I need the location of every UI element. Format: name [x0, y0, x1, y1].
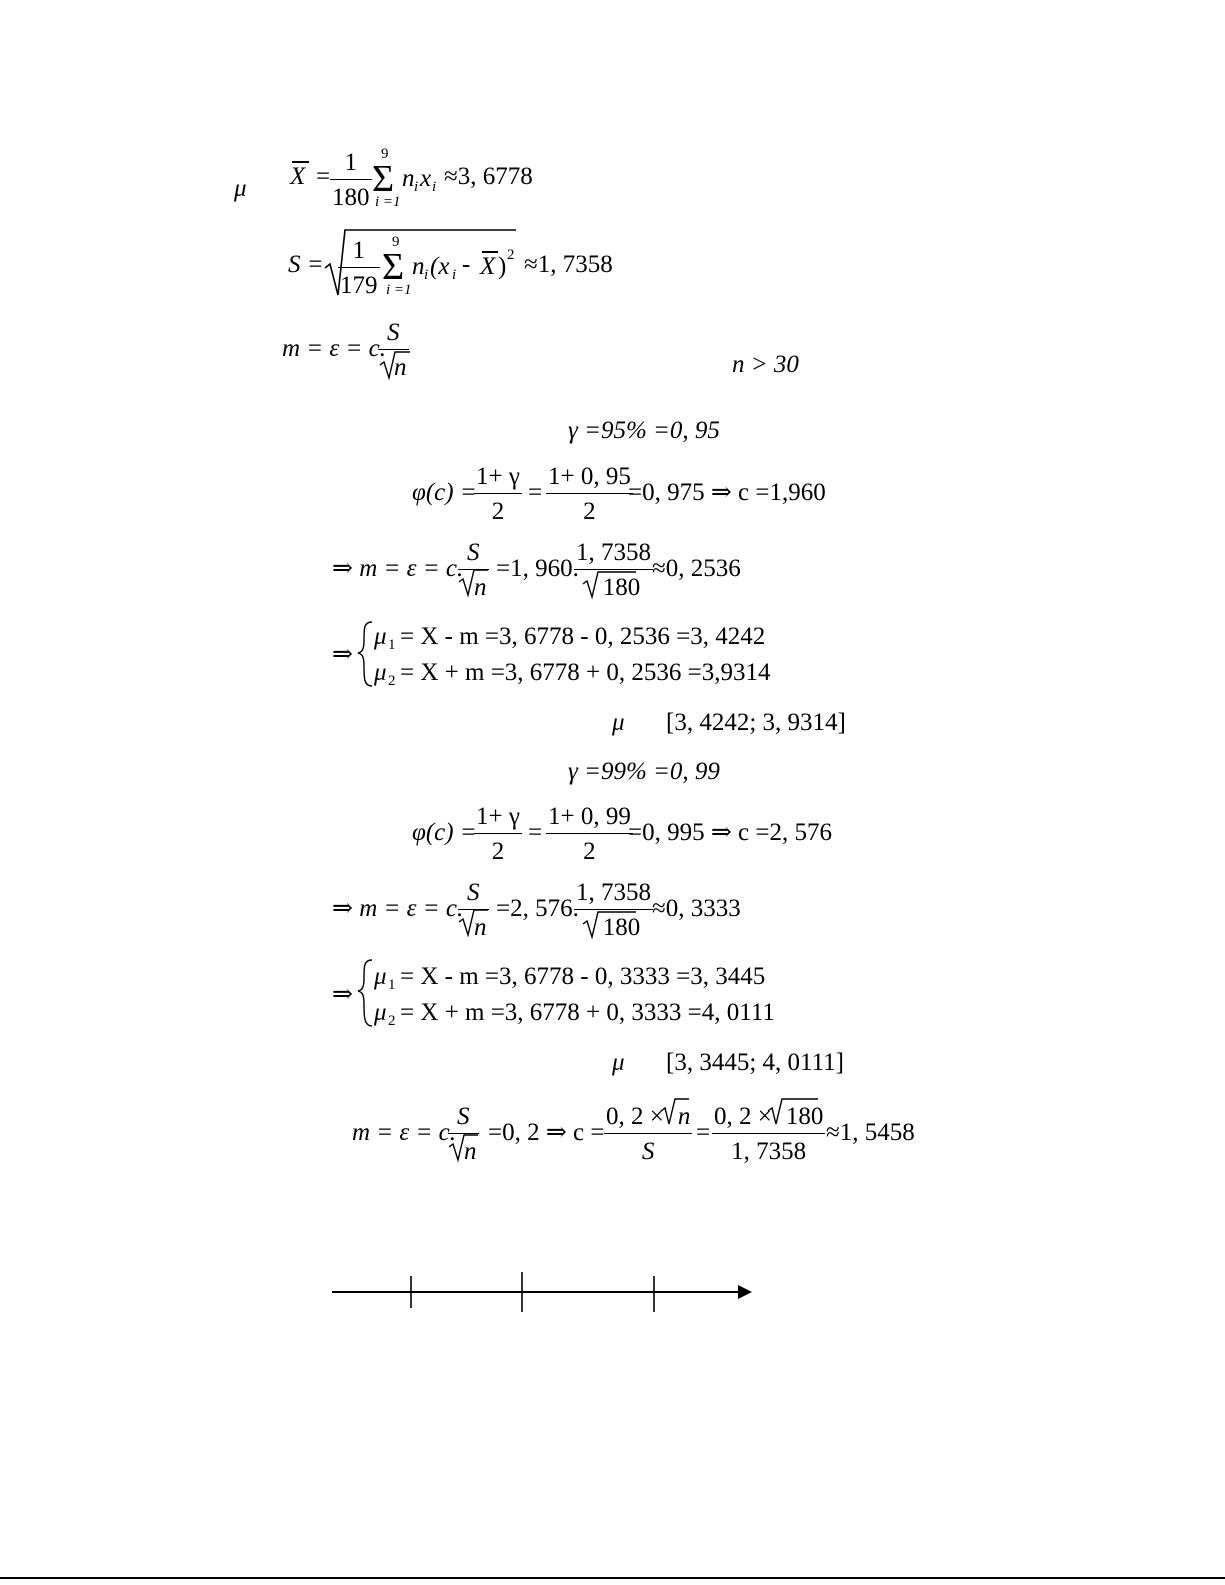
implies-99: ⇒ [332, 981, 353, 1008]
mean-result: ≈3, 6778 [444, 163, 533, 190]
phi-99-result: =0, 995 ⇒ c =2, 576 [628, 819, 832, 846]
part-c-fraction-n-numerator-root: n [677, 1103, 691, 1130]
mu2-99: μ [374, 999, 387, 1026]
part-c-mid: =0, 2 ⇒ c = [488, 1119, 605, 1146]
sum-upper-limit: 9 [381, 146, 389, 162]
margin-lhs: m = ε = c. [282, 335, 386, 362]
part-c-result: ≈1, 5458 [826, 1119, 915, 1146]
phi-99-fraction-value-denominator: 2 [546, 833, 633, 864]
margin-99-fraction-sd-denominator: 180 [574, 909, 653, 940]
page-bottom-border [0, 1577, 1225, 1579]
mean-term-x: x [420, 165, 432, 192]
sd-term-n: n [412, 253, 425, 280]
sum-symbol: Σ [372, 158, 395, 200]
sd-minus: - [462, 251, 471, 278]
phi-99-fraction-gamma-numerator: 1+ γ [476, 803, 520, 830]
phi-99-fraction-gamma-denominator: 2 [474, 833, 522, 864]
margin-99-fraction-sd-numerator: 1, 7358 [576, 879, 651, 906]
phi-95-fraction-value-numerator: 1+ 0, 95 [548, 463, 631, 490]
part-c-fraction-180-denominator: 1, 7358 [712, 1133, 825, 1164]
margin-fraction-denominator: n [378, 349, 409, 380]
phi-95-fraction-gamma-numerator: 1+ γ [476, 463, 520, 490]
part-c-fraction-180-numerator-coef: 0, 2 × [714, 1103, 772, 1130]
interval-99-mu: μ [612, 1049, 625, 1076]
sd-fraction-denominator: 179 [338, 267, 380, 298]
implies-95: ⇒ [332, 641, 353, 668]
lower-bound-99: = X - m =3, 6778 - 0, 3333 =3, 3445 [400, 963, 766, 990]
sample-condition: n > 30 [732, 351, 799, 378]
sd-term-x-index: i [452, 267, 457, 283]
lower-bound-95: = X - m =3, 6778 - 0, 2536 =3, 4242 [400, 623, 766, 650]
upper-bound-95: = X + m =3, 6778 + 0, 2536 =3,9314 [400, 659, 771, 686]
phi-95-equals: = [528, 479, 543, 506]
phi-95-fraction-value-denominator: 2 [546, 493, 633, 524]
mean-fraction-numerator: 1 [344, 149, 357, 176]
sd-sum-symbol: Σ [382, 246, 405, 288]
interval-99: [3, 3445; 4, 0111] [666, 1049, 844, 1076]
phi-99-lhs: φ(c) = [412, 819, 477, 846]
sd-sum-upper-limit: 9 [392, 234, 400, 250]
mu1-95-index: 1 [388, 637, 396, 653]
number-line-arrowhead [738, 1285, 752, 1299]
equals-sign: = [316, 163, 331, 190]
mu-label: μ [234, 175, 247, 202]
part-c-fraction-numerator: S [457, 1103, 470, 1130]
phi-99-equals: = [528, 819, 543, 846]
part-c-fraction-n-denominator: S [604, 1133, 692, 1164]
margin-99-result: ≈0, 3333 [652, 895, 741, 922]
sd-lhs: S = [288, 251, 324, 278]
phi-95-fraction-gamma-denominator: 2 [474, 493, 522, 524]
margin-95-fraction-denominator: n [458, 569, 489, 600]
mu1-99-index: 1 [388, 977, 396, 993]
sum-lower-limit: i =1 [375, 194, 401, 210]
margin-95-fraction-sd-denominator: 180 [574, 569, 653, 600]
gamma-95: γ =95% =0, 95 [568, 417, 720, 444]
mean-term-n: n [402, 165, 415, 192]
margin-99-mid: =2, 576. [496, 895, 579, 922]
gamma-99: γ =99% =0, 99 [568, 758, 720, 785]
part-c-equals: = [696, 1119, 711, 1146]
sd-term-x: (x [430, 253, 450, 280]
sd-close-paren: ) [498, 253, 507, 280]
mu1-99: μ [374, 963, 387, 990]
margin-95-result: ≈0, 2536 [652, 555, 741, 582]
mu2-95: μ [374, 659, 387, 686]
sd-fraction-numerator: 1 [352, 237, 365, 264]
sd-term-n-index: i [424, 267, 429, 283]
margin-95-fraction-numerator: S [467, 539, 480, 566]
sd-sum-lower-limit: i =1 [386, 282, 412, 298]
phi-99-fraction-value-numerator: 1+ 0, 99 [548, 803, 631, 830]
sd-result: ≈1, 7358 [524, 251, 613, 278]
mean-term-n-index: i [414, 179, 419, 195]
upper-bound-99: = X + m =3, 6778 + 0, 3333 =4, 0111 [400, 999, 775, 1026]
margin-95-lhs: ⇒ m = ε = c. [332, 555, 464, 582]
part-c-fraction-denominator: n [448, 1133, 479, 1164]
margin-95-mid: =1, 960. [496, 555, 579, 582]
part-c-fraction-n-numerator-coef: 0, 2 × [606, 1103, 664, 1130]
interval-95-mu: μ [612, 709, 625, 736]
mean-term-x-index: i [432, 179, 437, 195]
margin-95-fraction-sd-numerator: 1, 7358 [576, 539, 651, 566]
xbar-symbol: X [290, 163, 306, 190]
part-c-fraction-180-numerator-root: 180 [785, 1103, 824, 1130]
margin-99-fraction-denominator: n [458, 909, 489, 940]
phi-95-lhs: φ(c) = [412, 479, 477, 506]
sd-xbar: X [480, 253, 496, 280]
part-c-lhs: m = ε = c. [352, 1119, 456, 1146]
mean-fraction-denominator: 180 [330, 179, 372, 210]
interval-95: [3, 4242; 3, 9314] [666, 709, 846, 736]
mu1-95: μ [374, 623, 387, 650]
margin-fraction-numerator: S [387, 319, 400, 346]
margin-99-lhs: ⇒ m = ε = c. [332, 895, 464, 922]
phi-95-result: =0, 975 ⇒ c =1,960 [628, 479, 826, 506]
margin-99-fraction-numerator: S [467, 879, 480, 906]
mu2-99-index: 2 [388, 1013, 396, 1029]
sd-square: 2 [507, 247, 515, 263]
mu2-95-index: 2 [388, 673, 396, 689]
